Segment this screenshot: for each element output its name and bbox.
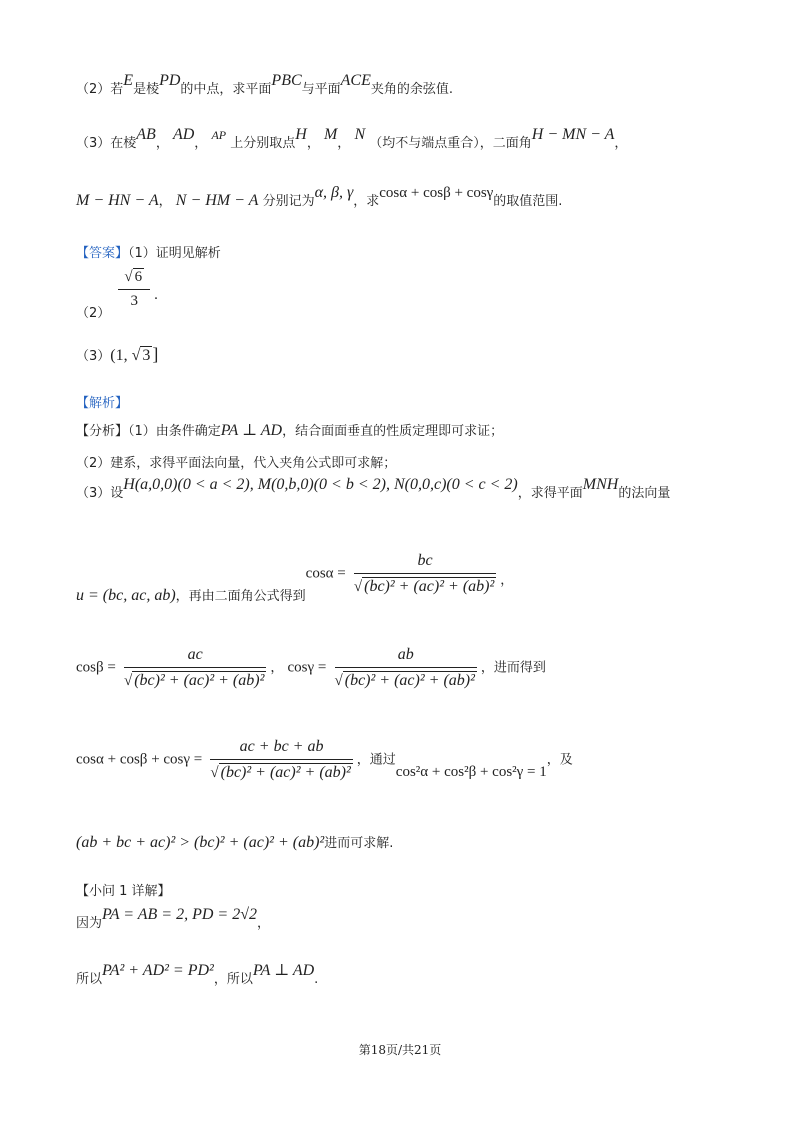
answer-3-label: （3） [76,349,111,364]
point-N: N [354,126,366,143]
sum-line [76,738,573,782]
answer-line-2: （2） $\frac{√ 6}{3}$ . [76,269,158,321]
detail-text: . [314,972,319,987]
analysis-text: 进而可求解. [324,836,394,851]
cos-sum-expr: cosα + cosβ + cosγ [379,185,494,201]
edge-AD: AD [172,126,195,143]
analysis-text: （1）由条件确定 [128,424,221,439]
dihedral-angle-1: H − MN − A [531,126,615,143]
answer-3-root: 3 [142,347,151,364]
identity-expr: cos²α + cos²β + cos²γ = 1 [395,763,547,780]
sum-lhs: cosα + cosβ + cosγ = [76,751,203,768]
normal-vector: u = (bc, ac, ab) [76,586,176,604]
answer-3-right: ] [152,344,159,364]
answer-2-fraction: $\frac{√ 6}{3}$ [118,268,150,310]
detail-header [76,880,171,899]
analysis-text: ，及 [546,752,573,768]
q2-text: 的中点，求平面 [180,82,272,97]
analysis-tag: 【解析】 [76,396,129,411]
sum-num: ac + bc + ab [210,738,352,760]
detail-line-2 [76,962,319,988]
analysis-text: ，结合面面垂直的性质定理即可求证； [282,424,504,439]
perp-expr: PA ⊥ AD [252,962,315,979]
q2-text: 与平面 [301,82,341,97]
q3-text: 的取值范围. [493,194,563,209]
cos-alpha-fraction: $\frac{bc}{\text{√ (bc)² + (ac)² + (ab)²}}$ [353,552,495,595]
q3-text: 上分别取点 [230,136,296,151]
cos-gamma-fraction: $\frac{ab}{\text{√ (bc)² + (ac)² + (ab)²}}$ [334,646,475,689]
cos-beta-den: (bc)² + (ac)² + (ab)² [134,672,265,689]
inequality-expr: (ab + bc + ac)² > (bc)² + (ac)² + (ab)² [76,834,325,851]
question-3: （3）在棱AB， AD， AP 上分别取点H， M， N （均不与端点重合），二面角H − MN − A， [76,126,628,151]
analysis-3 [76,476,671,502]
analysis-text: ，进而得到 [480,660,546,676]
q2-text: 夹角的余弦值. [370,82,454,97]
q3-text: 分别记为 [262,194,315,209]
plane-MNH: MNH [582,476,619,493]
analysis-text: ，通过 [356,752,396,768]
dihedral-angle-2: M − HN − A [76,192,159,209]
dihedral-angle-3: N − HM − A [175,192,259,209]
q3-text: （均不与端点重合），二面角 [369,136,532,151]
analysis-header [76,392,128,411]
analysis-text: 的法向量 [618,486,671,501]
q2-text: 是棱 [133,82,160,97]
perp-expr: PA ⊥ AD [220,422,283,439]
question-2 [76,72,454,98]
analysis-2 [76,452,396,471]
edge-AP: AP [211,128,227,142]
point-H: H [295,126,307,143]
detail-line-1 [76,906,270,932]
q3-text: ，求 [353,194,380,209]
pythagoras-expr: PA² + AD² = PD² [102,962,214,979]
point-M: M [323,126,338,143]
cos-beta-num: ac [124,646,266,668]
q2-label: （2）若 [76,82,124,97]
plane-PBC: PBC [271,72,302,89]
cos-gamma-lhs: cosγ = [287,659,327,676]
plane-ACE: ACE [340,72,371,89]
analysis-text: ，求得平面 [517,486,583,501]
cos-alpha-line: u = (bc, ac, ab)，再由二面角公式得到cosα = $\frac{bc}{\text{√ (bc)² + (ac)² + (ab)²}}$ ， [76,552,514,604]
fenxi-tag: 【分析】 [76,424,129,439]
question-3-cont: M − HN − A， N − HM − A 分别记为α, β, γ，求cosα + cosβ + cosγ的取值范围. [76,184,563,209]
cos-beta-gamma-line: cosβ = $\frac{ac}{\text{√ (bc)² + (ac)² + (ab)²}}$ ， cosγ = $\frac{ab}{\text{√ (bc)² + (ac)² + (ab)²}}$ ，进而得到 [76,646,546,689]
answer-1: （1）证明见解析 [128,246,221,261]
points-expr: H(a,0,0)(0 < a < 2), M(0,b,0)(0 < b < 2), N(0,0,c)(0 < c < 2) [123,476,518,493]
sum-den: (bc)² + (ac)² + (ab)² [220,764,351,781]
analysis-text: ，再由二面角公式得到 [175,588,306,604]
detail-text: 因为 [76,916,103,931]
analysis-text: （2）建系，求得平面法向量，代入夹角公式即可求解； [76,456,397,471]
answer-2-label: （2） [76,305,111,321]
answer-tag: 【答案】 [76,246,129,261]
analysis-text: （3）设 [76,486,124,501]
edge-AB: AB [136,126,156,143]
analysis-1 [76,420,503,440]
answer-2-denominator: 3 [130,293,139,309]
detail-text: 所以 [76,972,103,987]
cos-alpha-num: bc [354,552,496,574]
q3-label: （3）在棱 [76,136,137,151]
cos-alpha-lhs: cosα = [305,565,346,582]
greek-letters: α, β, γ [314,184,354,201]
cos-beta-lhs: cosβ = [76,659,116,676]
answer-line-1 [76,242,221,261]
detail-tag: 【小问 1 详解】 [76,884,171,899]
cos-alpha-den: (bc)² + (ac)² + (ab)² [364,578,495,595]
answer-2-numerator: 6 [134,269,143,285]
inequality-line [76,832,393,852]
page-footer: 第18页/共21页 [358,1043,442,1057]
cos-gamma-den: (bc)² + (ac)² + (ab)² [344,672,475,689]
answer-line-3: （3）(1, √ 3 ] [76,344,159,364]
answer-3-left: (1, [110,347,132,364]
sum-fraction: $\frac{ac + bc + ab}{\text{√ (bc)² + (ac)² + (ab)²}}$ [210,738,351,781]
segment-PD: PD [159,72,181,89]
given-expr: PA = AB = 2, PD = 2√2 [102,906,257,923]
cos-gamma-num: ab [335,646,477,668]
cos-beta-fraction: $\frac{ac}{\text{√ (bc)² + (ac)² + (ab)²}}$ [123,646,265,689]
detail-text: ， [256,916,270,931]
point-E: E [123,72,134,89]
detail-text: ，所以 [213,972,253,987]
